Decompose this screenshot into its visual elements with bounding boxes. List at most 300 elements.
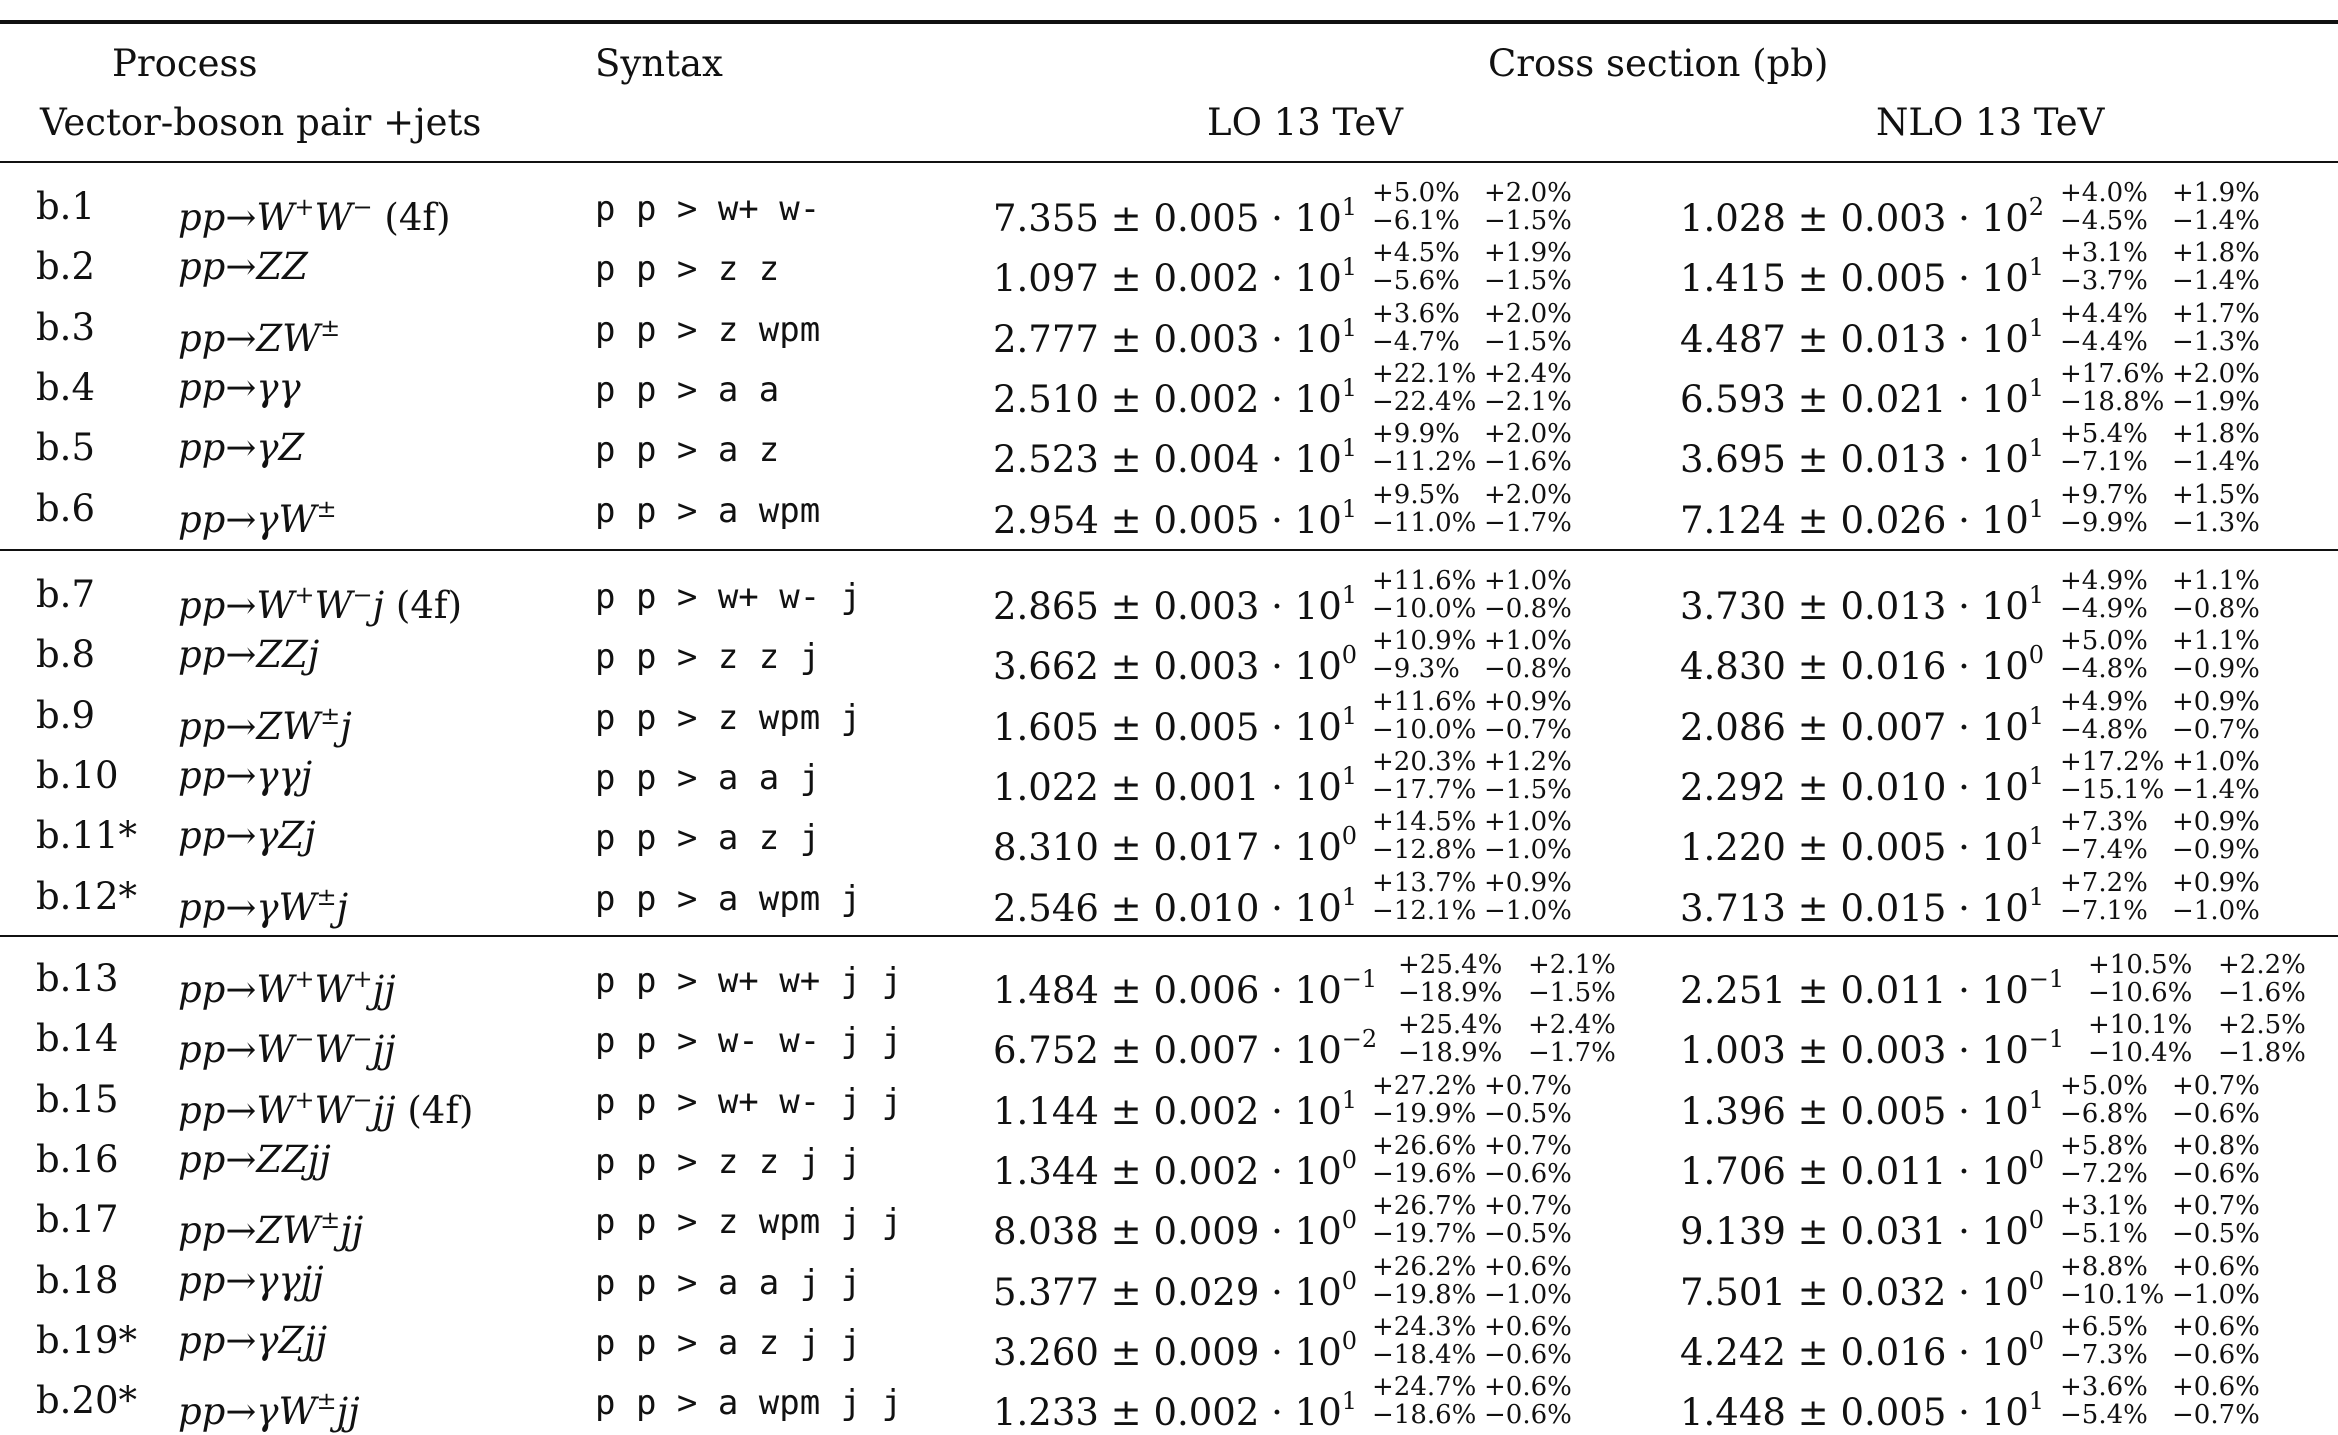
process-id: b.4 (36, 366, 95, 409)
lo-pdf-uncertainty: +0.6% (1484, 1372, 1572, 1402)
lo-scale-uncertainty: −19.7% (1372, 1219, 1477, 1249)
nlo-pdf-uncertainty: −0.7% (2172, 715, 2260, 745)
lo-scale-uncertainty: +14.5% (1372, 807, 1477, 837)
process-formula-part: pp→ZZjj (178, 1138, 331, 1181)
nlo-pdf-uncertainty: +1.1% (2172, 626, 2260, 656)
process-id: b.3 (36, 306, 95, 349)
lo-uncertainty-row (1372, 567, 1572, 595)
nlo-pdf-uncertainty: −1.6% (2218, 978, 2306, 1008)
nlo-uncertainties (2088, 951, 2306, 1007)
lo-scale-uncertainty: −18.9% (1398, 978, 1503, 1008)
nlo-exponent: 1 (2028, 581, 2045, 609)
nlo-uncertainty-row (2060, 360, 2260, 388)
lo-scale-uncertainty: −19.9% (1372, 1099, 1477, 1129)
nlo-cross-section (1680, 1319, 2044, 1375)
process-formula-part: pp→γZj (178, 814, 316, 857)
madgraph-syntax: p p > a a (595, 370, 780, 410)
nlo-pdf-uncertainty: +1.8% (2172, 238, 2260, 268)
nlo-exponent: 1 (2028, 1086, 2045, 1114)
nlo-scale-uncertainty: −4.5% (2060, 206, 2148, 236)
nlo-pdf-uncertainty: +2.0% (2172, 359, 2260, 389)
table-top-rule (0, 20, 2338, 24)
lo-mantissa: 2.546 ± 0.010 · 10 (993, 887, 1342, 930)
nlo-pdf-uncertainty: −0.5% (2172, 1219, 2260, 1249)
process-formula-part: − (352, 193, 373, 221)
lo-scale-uncertainty: +5.0% (1372, 178, 1460, 208)
nlo-scale-uncertainty: −7.2% (2060, 1159, 2148, 1189)
nlo-uncertainty-row (2060, 1100, 2260, 1128)
process-formula-part: − (352, 581, 373, 609)
nlo-cross-section (1680, 366, 2044, 422)
nlo-uncertainty-row (2060, 869, 2260, 897)
process-formula-part: jj (372, 1028, 396, 1071)
process-formula (178, 957, 396, 1012)
process-formula-part: ± (316, 1387, 337, 1415)
nlo-scale-uncertainty: +5.0% (2060, 626, 2148, 656)
nlo-scale-uncertainty: +7.2% (2060, 868, 2148, 898)
lo-cross-section (993, 1379, 1357, 1435)
lo-cross-section (993, 957, 1377, 1013)
header-lo: LO 13 TeV (1207, 101, 1403, 144)
lo-scale-uncertainty: −18.6% (1372, 1400, 1477, 1430)
nlo-pdf-uncertainty: +0.8% (2172, 1131, 2260, 1161)
process-formula (178, 814, 316, 858)
nlo-mantissa: 1.448 ± 0.005 · 10 (1680, 1391, 2029, 1434)
lo-cross-section (993, 1198, 1357, 1254)
lo-exponent: 1 (1341, 314, 1358, 342)
nlo-pdf-uncertainty: −0.9% (2172, 654, 2260, 684)
lo-pdf-uncertainty: −1.6% (1484, 447, 1572, 477)
nlo-exponent: 1 (2028, 374, 2045, 402)
nlo-scale-uncertainty: −7.3% (2060, 1340, 2148, 1370)
lo-uncertainty-row (1372, 869, 1572, 897)
lo-mantissa: 1.097 ± 0.002 · 10 (993, 257, 1342, 300)
header-process: Process (112, 42, 258, 85)
nlo-exponent: 1 (2028, 702, 2045, 730)
lo-uncertainty-row (1372, 748, 1572, 776)
nlo-mantissa: 7.124 ± 0.026 · 10 (1680, 499, 2029, 542)
lo-scale-uncertainty: −19.8% (1372, 1280, 1477, 1310)
nlo-mantissa: 3.713 ± 0.015 · 10 (1680, 887, 2029, 930)
nlo-mantissa: 3.695 ± 0.013 · 10 (1680, 438, 2029, 481)
lo-uncertainties (1372, 300, 1572, 356)
lo-scale-uncertainty: +11.6% (1372, 687, 1477, 717)
nlo-mantissa: 7.501 ± 0.032 · 10 (1680, 1271, 2029, 1314)
lo-uncertainties (1372, 360, 1572, 416)
lo-uncertainty-row (1372, 420, 1572, 448)
nlo-cross-section (1680, 487, 2044, 543)
nlo-uncertainties (2060, 808, 2260, 864)
lo-cross-section (993, 1138, 1357, 1194)
process-id: b.18 (36, 1259, 119, 1302)
lo-exponent: 1 (1341, 581, 1358, 609)
nlo-exponent: 1 (2028, 883, 2045, 911)
lo-uncertainties (1398, 1011, 1616, 1067)
process-formula (178, 633, 319, 677)
lo-uncertainties (1398, 951, 1616, 1007)
process-formula-part: − (352, 1025, 373, 1053)
nlo-uncertainties (2060, 420, 2260, 476)
nlo-uncertainty-row (2060, 1341, 2260, 1369)
lo-uncertainty-row (1398, 1039, 1616, 1067)
nlo-uncertainty-row (2060, 388, 2260, 416)
nlo-pdf-uncertainty: −1.8% (2218, 1038, 2306, 1068)
nlo-exponent: −1 (2028, 1025, 2065, 1053)
nlo-uncertainty-row (2060, 328, 2260, 356)
lo-mantissa: 1.233 ± 0.002 · 10 (993, 1391, 1342, 1434)
lo-cross-section (993, 185, 1357, 241)
lo-uncertainty-row (1372, 267, 1572, 295)
lo-uncertainty-row (1372, 897, 1572, 925)
nlo-mantissa: 1.220 ± 0.005 · 10 (1680, 826, 2029, 869)
lo-scale-uncertainty: +10.9% (1372, 626, 1477, 656)
lo-exponent: 1 (1341, 702, 1358, 730)
process-formula-part: W (314, 968, 353, 1011)
process-formula-part: jj (336, 1390, 360, 1433)
nlo-scale-uncertainty: +5.4% (2060, 419, 2148, 449)
process-formula-part: W (314, 196, 353, 239)
process-formula (178, 573, 462, 628)
nlo-scale-uncertainty: +4.4% (2060, 299, 2148, 329)
process-id: b.8 (36, 633, 95, 676)
lo-scale-uncertainty: −11.0% (1372, 508, 1477, 538)
madgraph-syntax: p p > z wpm j (595, 698, 862, 738)
process-formula-part: W (314, 1089, 353, 1132)
madgraph-syntax: p p > w+ w- j (595, 577, 862, 617)
nlo-cross-section (1680, 426, 2044, 482)
lo-exponent: 1 (1341, 1387, 1358, 1415)
process-formula-part: (4f) (372, 196, 451, 239)
lo-scale-uncertainty: −17.7% (1372, 775, 1477, 805)
nlo-exponent: −1 (2028, 965, 2065, 993)
process-formula (178, 1198, 363, 1253)
lo-pdf-uncertainty: +0.6% (1484, 1312, 1572, 1342)
lo-pdf-uncertainty: +0.7% (1484, 1131, 1572, 1161)
process-formula-part: pp→γγjj (178, 1259, 324, 1302)
lo-mantissa: 2.523 ± 0.004 · 10 (993, 438, 1342, 481)
lo-scale-uncertainty: +4.5% (1372, 238, 1460, 268)
lo-uncertainty-row (1372, 388, 1572, 416)
lo-uncertainty-row (1372, 1401, 1572, 1429)
process-id: b.17 (36, 1198, 119, 1241)
lo-scale-uncertainty: −12.8% (1372, 835, 1477, 865)
lo-cross-section (993, 754, 1357, 810)
nlo-uncertainty-row (2060, 1220, 2260, 1248)
lo-mantissa: 2.865 ± 0.003 · 10 (993, 585, 1342, 628)
nlo-scale-uncertainty: −9.9% (2060, 508, 2148, 538)
nlo-scale-uncertainty: −7.4% (2060, 835, 2148, 865)
lo-scale-uncertainty: +9.5% (1372, 480, 1460, 510)
lo-uncertainty-row (1372, 716, 1572, 744)
lo-pdf-uncertainty: +2.0% (1484, 480, 1572, 510)
nlo-uncertainty-row (2060, 1072, 2260, 1100)
nlo-pdf-uncertainty: −1.0% (2172, 1280, 2260, 1310)
nlo-scale-uncertainty: +4.9% (2060, 687, 2148, 717)
lo-scale-uncertainty: −11.2% (1372, 447, 1477, 477)
process-formula-part: pp→γW (178, 886, 317, 929)
nlo-pdf-uncertainty: +0.9% (2172, 687, 2260, 717)
madgraph-syntax: p p > w+ w- (595, 189, 821, 229)
madgraph-syntax: p p > a z (595, 430, 780, 470)
lo-uncertainties (1372, 1072, 1572, 1128)
madgraph-syntax: p p > a a j j (595, 1263, 862, 1303)
lo-exponent: 1 (1341, 762, 1358, 790)
nlo-mantissa: 1.396 ± 0.005 · 10 (1680, 1090, 2029, 1133)
nlo-cross-section (1680, 1078, 2044, 1134)
nlo-uncertainties (2060, 239, 2260, 295)
nlo-uncertainties (2060, 1072, 2260, 1128)
nlo-cross-section (1680, 245, 2044, 301)
lo-cross-section (993, 573, 1357, 629)
lo-pdf-uncertainty: −1.0% (1484, 1280, 1572, 1310)
lo-exponent: 1 (1341, 374, 1358, 402)
lo-uncertainties (1372, 748, 1572, 804)
lo-scale-uncertainty: +24.7% (1372, 1372, 1477, 1402)
lo-uncertainty-row (1398, 1011, 1616, 1039)
process-formula (178, 1319, 327, 1363)
lo-exponent: 0 (1341, 1267, 1358, 1295)
lo-uncertainty-row (1372, 1192, 1572, 1220)
nlo-uncertainties (2060, 627, 2260, 683)
process-id: b.1 (36, 185, 95, 228)
lo-uncertainty-row (1372, 595, 1572, 623)
lo-exponent: 1 (1341, 193, 1358, 221)
lo-scale-uncertainty: +3.6% (1372, 299, 1460, 329)
nlo-mantissa: 2.292 ± 0.010 · 10 (1680, 766, 2029, 809)
nlo-uncertainty-row (2060, 1192, 2260, 1220)
nlo-scale-uncertainty: −4.9% (2060, 594, 2148, 624)
lo-cross-section (993, 1017, 1377, 1073)
lo-uncertainties (1372, 869, 1572, 925)
lo-pdf-uncertainty: +0.7% (1484, 1071, 1572, 1101)
process-id: b.6 (36, 487, 95, 530)
process-formula (178, 185, 451, 240)
nlo-pdf-uncertainty: +1.0% (2172, 747, 2260, 777)
process-id: b.16 (36, 1138, 119, 1181)
lo-pdf-uncertainty: −0.6% (1484, 1159, 1572, 1189)
lo-cross-section (993, 1319, 1357, 1375)
nlo-exponent: 1 (2028, 314, 2045, 342)
lo-pdf-uncertainty: +2.4% (1528, 1010, 1616, 1040)
nlo-cross-section (1680, 1017, 2064, 1073)
nlo-cross-section (1680, 185, 2044, 241)
nlo-uncertainties (2088, 1011, 2306, 1067)
nlo-uncertainty-row (2060, 748, 2260, 776)
nlo-scale-uncertainty: +3.6% (2060, 1372, 2148, 1402)
lo-mantissa: 2.954 ± 0.005 · 10 (993, 499, 1342, 542)
process-id: b.2 (36, 245, 95, 288)
nlo-scale-uncertainty: −7.1% (2060, 447, 2148, 477)
lo-pdf-uncertainty: −0.6% (1484, 1340, 1572, 1370)
lo-pdf-uncertainty: +1.9% (1484, 238, 1572, 268)
nlo-uncertainty-row (2060, 627, 2260, 655)
lo-scale-uncertainty: −4.7% (1372, 327, 1460, 357)
lo-pdf-uncertainty: +2.0% (1484, 299, 1572, 329)
nlo-mantissa: 1.028 ± 0.003 · 10 (1680, 197, 2029, 240)
nlo-uncertainty-row (2060, 567, 2260, 595)
process-formula-part: jj (372, 968, 396, 1011)
header-cross-section: Cross section (pb) (1488, 42, 1829, 85)
lo-mantissa: 1.144 ± 0.002 · 10 (993, 1090, 1342, 1133)
process-id: b.7 (36, 573, 95, 616)
lo-uncertainty-row (1372, 627, 1572, 655)
nlo-uncertainty-row (2060, 776, 2260, 804)
nlo-pdf-uncertainty: +1.7% (2172, 299, 2260, 329)
nlo-mantissa: 1.706 ± 0.011 · 10 (1680, 1150, 2029, 1193)
process-formula-part: W (314, 584, 353, 627)
nlo-scale-uncertainty: +17.6% (2060, 359, 2165, 389)
process-formula-part: + (294, 193, 315, 221)
lo-pdf-uncertainty: −0.7% (1484, 715, 1572, 745)
lo-pdf-uncertainty: −0.8% (1484, 654, 1572, 684)
lo-scale-uncertainty: −6.1% (1372, 206, 1460, 236)
lo-uncertainties (1372, 239, 1572, 295)
process-id: b.11* (36, 814, 138, 857)
nlo-exponent: 0 (2028, 641, 2045, 669)
lo-mantissa: 1.484 ± 0.006 · 10 (993, 969, 1342, 1012)
nlo-pdf-uncertainty: +0.7% (2172, 1191, 2260, 1221)
lo-uncertainty-row (1372, 239, 1572, 267)
process-formula-part: − (352, 1086, 373, 1114)
madgraph-syntax: p p > z wpm (595, 310, 821, 350)
nlo-exponent: 1 (2028, 1387, 2045, 1415)
nlo-scale-uncertainty: +5.0% (2060, 1071, 2148, 1101)
lo-uncertainty-row (1398, 979, 1616, 1007)
lo-uncertainties (1372, 627, 1572, 683)
nlo-pdf-uncertainty: +0.6% (2172, 1252, 2260, 1282)
nlo-uncertainties (2060, 1313, 2260, 1369)
nlo-exponent: 0 (2028, 1267, 2045, 1295)
lo-pdf-uncertainty: +2.0% (1484, 178, 1572, 208)
lo-mantissa: 3.662 ± 0.003 · 10 (993, 645, 1342, 688)
lo-scale-uncertainty: +26.7% (1372, 1191, 1477, 1221)
lo-uncertainty-row (1372, 1072, 1572, 1100)
nlo-uncertainty-row (2088, 979, 2306, 1007)
nlo-mantissa: 4.830 ± 0.016 · 10 (1680, 645, 2029, 688)
lo-uncertainty-row (1372, 655, 1572, 683)
nlo-exponent: 1 (2028, 762, 2045, 790)
nlo-uncertainties (2060, 748, 2260, 804)
lo-pdf-uncertainty: −1.0% (1484, 835, 1572, 865)
lo-cross-section (993, 814, 1357, 870)
nlo-uncertainties (2060, 360, 2260, 416)
lo-pdf-uncertainty: +0.9% (1484, 868, 1572, 898)
nlo-scale-uncertainty: −10.1% (2060, 1280, 2165, 1310)
lo-cross-section (993, 426, 1357, 482)
lo-pdf-uncertainty: +1.0% (1484, 566, 1572, 596)
process-formula (178, 366, 301, 410)
lo-pdf-uncertainty: +0.9% (1484, 687, 1572, 717)
lo-mantissa: 1.605 ± 0.005 · 10 (993, 706, 1342, 749)
lo-pdf-uncertainty: −1.5% (1484, 206, 1572, 236)
lo-cross-section (993, 487, 1357, 543)
lo-scale-uncertainty: −9.3% (1372, 654, 1460, 684)
nlo-cross-section (1680, 814, 2044, 870)
lo-scale-uncertainty: +25.4% (1398, 1010, 1503, 1040)
nlo-pdf-uncertainty: +1.1% (2172, 566, 2260, 596)
process-formula-part: pp→ZZj (178, 633, 320, 676)
lo-scale-uncertainty: −22.4% (1372, 387, 1477, 417)
nlo-uncertainties (2060, 567, 2260, 623)
process-formula (178, 245, 308, 289)
lo-exponent: 0 (1341, 1206, 1358, 1234)
nlo-scale-uncertainty: +10.5% (2088, 950, 2193, 980)
nlo-scale-uncertainty: −4.8% (2060, 715, 2148, 745)
lo-exponent: −2 (1341, 1025, 1378, 1053)
lo-uncertainty-row (1372, 1132, 1572, 1160)
lo-uncertainties (1372, 1373, 1572, 1429)
madgraph-syntax: p p > a z j j (595, 1323, 862, 1363)
process-formula-part: ± (316, 883, 337, 911)
lo-uncertainty-row (1372, 836, 1572, 864)
nlo-cross-section (1680, 754, 2044, 810)
nlo-scale-uncertainty: +8.8% (2060, 1252, 2148, 1282)
lo-uncertainty-row (1372, 688, 1572, 716)
nlo-uncertainty-row (2060, 300, 2260, 328)
process-formula-part: pp→γγ (178, 366, 301, 409)
lo-pdf-uncertainty: −0.5% (1484, 1219, 1572, 1249)
lo-uncertainty-row (1372, 1373, 1572, 1401)
lo-scale-uncertainty: −18.9% (1398, 1038, 1503, 1068)
process-formula-part: ± (320, 314, 341, 342)
lo-uncertainty-row (1372, 1281, 1572, 1309)
lo-uncertainty-row (1372, 1160, 1572, 1188)
lo-cross-section (993, 306, 1357, 362)
process-formula-part: pp→W (178, 196, 295, 239)
nlo-uncertainty-row (2060, 1253, 2260, 1281)
lo-pdf-uncertainty: −1.5% (1484, 775, 1572, 805)
lo-pdf-uncertainty: −1.0% (1484, 896, 1572, 926)
lo-scale-uncertainty: −10.0% (1372, 594, 1477, 624)
lo-mantissa: 5.377 ± 0.029 · 10 (993, 1271, 1342, 1314)
process-id: b.13 (36, 957, 119, 1000)
madgraph-syntax: p p > a wpm j j (595, 1383, 903, 1423)
lo-pdf-uncertainty: +1.0% (1484, 626, 1572, 656)
nlo-scale-uncertainty: +3.1% (2060, 1191, 2148, 1221)
process-id: b.14 (36, 1017, 119, 1060)
lo-scale-uncertainty: +24.3% (1372, 1312, 1477, 1342)
nlo-uncertainty-row (2060, 1281, 2260, 1309)
nlo-uncertainties (2060, 179, 2260, 235)
nlo-uncertainty-row (2060, 688, 2260, 716)
process-formula-part: pp→W (178, 968, 295, 1011)
lo-scale-uncertainty: −10.0% (1372, 715, 1477, 745)
process-formula-part: ± (316, 495, 337, 523)
process-formula-part: pp→γZjj (178, 1319, 328, 1362)
lo-uncertainty-row (1372, 1220, 1572, 1248)
lo-scale-uncertainty: +26.2% (1372, 1252, 1477, 1282)
lo-mantissa: 1.344 ± 0.002 · 10 (993, 1150, 1342, 1193)
lo-uncertainties (1372, 1313, 1572, 1369)
lo-uncertainty-row (1372, 328, 1572, 356)
lo-pdf-uncertainty: −2.1% (1484, 387, 1572, 417)
nlo-scale-uncertainty: +5.8% (2060, 1131, 2148, 1161)
nlo-pdf-uncertainty: +2.2% (2218, 950, 2306, 980)
lo-exponent: 1 (1341, 1086, 1358, 1114)
nlo-pdf-uncertainty: +1.8% (2172, 419, 2260, 449)
nlo-uncertainty-row (2060, 239, 2260, 267)
header-nlo: NLO 13 TeV (1876, 101, 2105, 144)
nlo-mantissa: 4.242 ± 0.016 · 10 (1680, 1331, 2029, 1374)
nlo-scale-uncertainty: +17.2% (2060, 747, 2165, 777)
lo-uncertainties (1372, 420, 1572, 476)
lo-exponent: 0 (1341, 822, 1358, 850)
nlo-pdf-uncertainty: +0.9% (2172, 868, 2260, 898)
lo-uncertainties (1372, 808, 1572, 864)
process-formula-part: pp→γW (178, 498, 317, 541)
lo-exponent: 0 (1341, 1327, 1358, 1355)
nlo-uncertainty-row (2060, 595, 2260, 623)
